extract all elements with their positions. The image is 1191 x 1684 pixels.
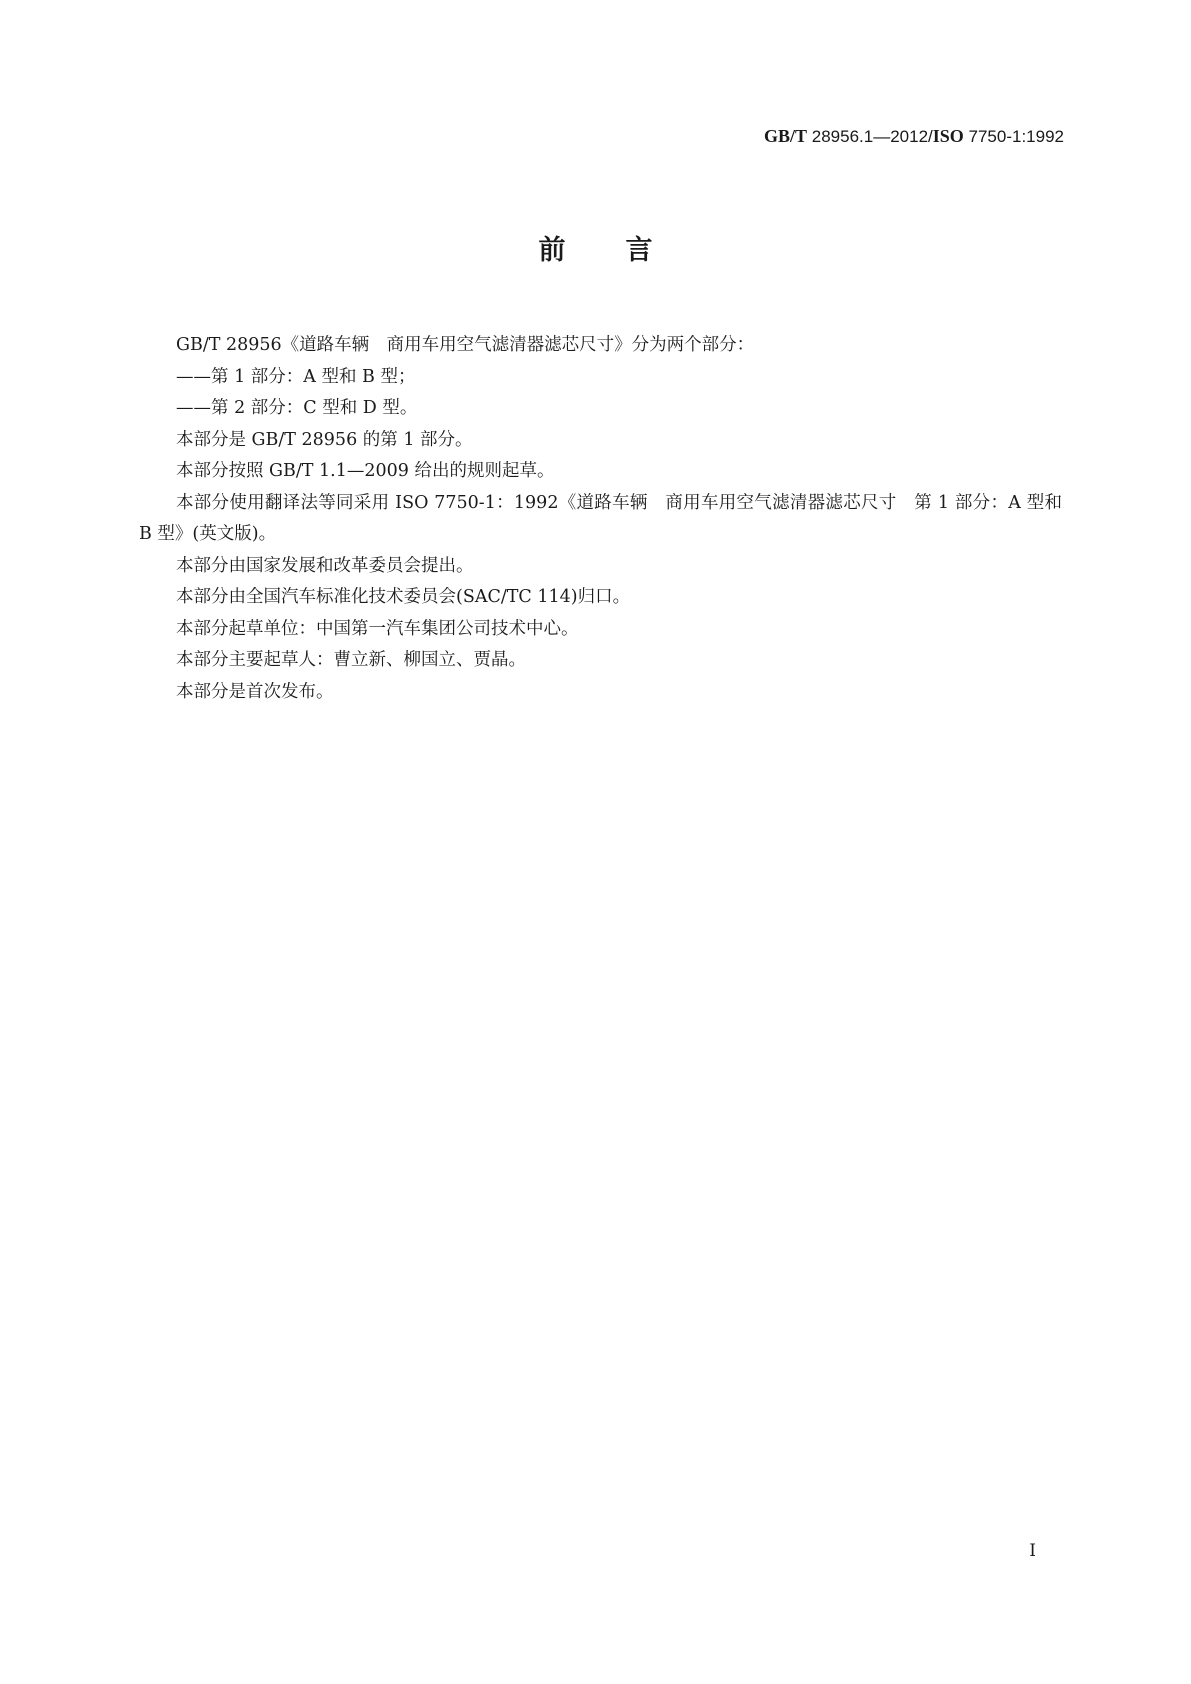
- document-code-number: 28956.1—2012/: [807, 127, 933, 146]
- title-char-1: 前: [538, 235, 566, 266]
- list-item: ——第 2 部分：C 型和 D 型。: [176, 398, 418, 418]
- paragraph: 本部分使用翻译法等同采用 ISO 7750-1：1992《道路车辆 商用车用空气滤清器滤芯尺寸 第 1 部分：A 型和 B 型》(英文版)。: [139, 492, 1062, 544]
- paragraph: 本部分是首次发布。: [176, 681, 334, 702]
- document-code-iso-number: 7750-1:1992: [963, 127, 1064, 146]
- foreword-body: [139, 330, 1062, 708]
- paragraph: 本部分由全国汽车标准化技术委员会(SAC/TC 114)归口。: [176, 587, 631, 607]
- paragraph: 本部分由国家发展和改革委员会提出。: [176, 555, 474, 576]
- document-code: [764, 126, 1064, 147]
- page-title: [0, 228, 1191, 267]
- document-code-prefix: GB/T: [764, 126, 808, 146]
- paragraph: GB/T 28956《道路车辆 商用车用空气滤清器滤芯尺寸》分为两个部分：: [176, 335, 755, 355]
- document-code-iso: ISO: [932, 126, 964, 146]
- title-char-2: 言: [625, 235, 653, 266]
- paragraph: 本部分起草单位：中国第一汽车集团公司技术中心。: [176, 618, 579, 639]
- paragraph: 本部分主要起草人：曹立新、柳国立、贾晶。: [176, 650, 526, 670]
- page-number: I: [1029, 1541, 1036, 1561]
- paragraph: 本部分按照 GB/T 1.1—2009 给出的规则起草。: [176, 461, 555, 481]
- list-item: ——第 1 部分：A 型和 B 型；: [176, 366, 416, 387]
- paragraph: 本部分是 GB/T 28956 的第 1 部分。: [176, 429, 473, 450]
